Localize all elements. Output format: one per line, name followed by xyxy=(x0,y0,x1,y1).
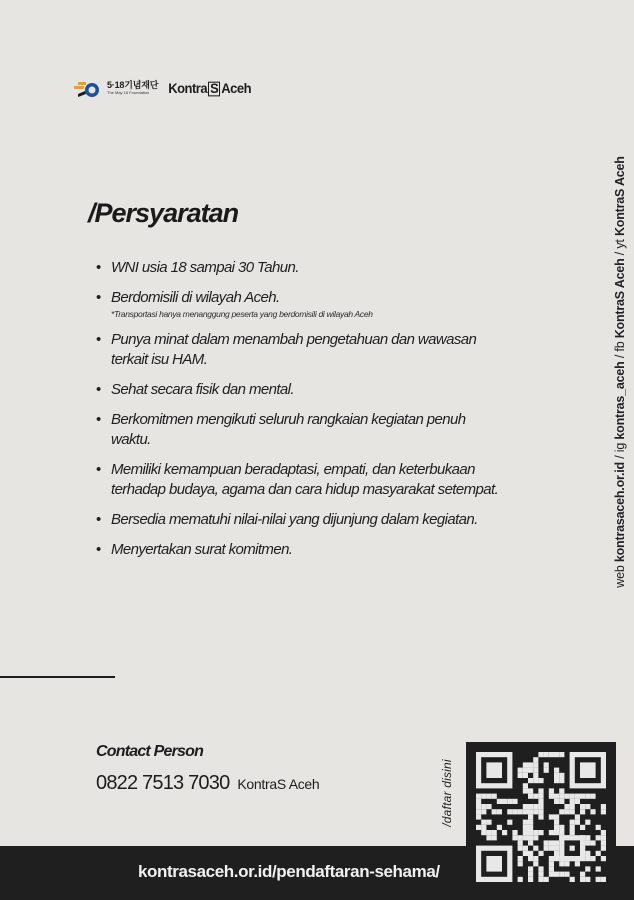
requirement-text: WNI usia 18 sampai 30 Tahun. xyxy=(111,259,299,276)
requirement-text: Berdomisili di wilayah Aceh. xyxy=(111,289,280,306)
requirement-text: Menyertakan surat komitmen. xyxy=(111,541,293,558)
kontras-logo-boxed-s: S xyxy=(210,80,219,96)
foundation-subtitle: The May 18 Foundation xyxy=(107,90,150,95)
social-fb-prefix: / fb xyxy=(613,338,627,362)
may18-foundation-logo-icon xyxy=(72,78,102,98)
requirement-text: Punya minat dalam menambah pengetahuan dan wawasan terkait isu HAM. xyxy=(111,331,477,368)
social-handles xyxy=(613,156,627,588)
social-yt-link[interactable]: KontraS Aceh xyxy=(613,156,627,237)
page-title: /Persyaratan xyxy=(88,198,239,228)
requirement-item xyxy=(96,258,506,278)
requirement-item xyxy=(96,330,506,370)
registration-url-link[interactable]: kontrasaceh.or.id/pendaftaran-sehama/ xyxy=(138,862,440,881)
requirement-text: Bersedia mematuhi nilai-nilai yang dijunjung dalam kegiatan. xyxy=(111,511,478,528)
requirements-list xyxy=(96,258,506,570)
qr-code-icon xyxy=(466,742,616,892)
contact-heading: Contact Person xyxy=(96,743,204,760)
header-logos xyxy=(72,78,251,98)
may18-foundation-logo xyxy=(72,78,158,98)
requirement-item xyxy=(96,410,506,450)
social-ig-link[interactable]: kontras_aceh xyxy=(613,361,627,440)
contact-phone[interactable]: 0822 7513 7030 xyxy=(96,772,230,794)
section-divider xyxy=(0,676,115,678)
contact-row xyxy=(96,772,319,795)
registration-qr-code[interactable] xyxy=(466,742,616,892)
social-web-prefix: web xyxy=(613,562,627,588)
kontras-logo-prefix: Kontra xyxy=(168,80,208,96)
requirement-item xyxy=(96,460,506,500)
kontras-logo-suffix: Aceh xyxy=(221,80,252,96)
social-web-link[interactable]: kontrasaceh.or.id xyxy=(613,462,627,563)
requirement-text: Berkomitmen mengikuti seluruh rangkaian kegiatan penuh waktu. xyxy=(111,411,466,448)
requirement-item xyxy=(96,380,506,400)
requirement-item xyxy=(96,510,506,530)
requirement-note: *Transportasi hanya menanggung peserta yang berdomisili di wilayah Aceh xyxy=(111,309,373,319)
kontras-aceh-logo xyxy=(168,80,251,96)
foundation-title: 5·18기념재단 xyxy=(107,80,159,90)
requirement-text: Memiliki kemampuan beradaptasi, empati, dan keterbukaan terhadap budaya, agama dan cara hidup masyarakat setempat. xyxy=(111,461,499,498)
requirement-item xyxy=(96,540,506,560)
requirement-item xyxy=(96,288,506,320)
social-fb-link[interactable]: KontraS Aceh xyxy=(613,258,627,339)
social-ig-prefix: / ig xyxy=(613,439,627,463)
register-label: /daftar disini xyxy=(440,759,454,827)
requirement-text: Sehat secara fisik dan mental. xyxy=(111,381,294,398)
contact-org: KontraS Aceh xyxy=(237,776,320,792)
social-yt-prefix: / yt xyxy=(613,236,627,259)
